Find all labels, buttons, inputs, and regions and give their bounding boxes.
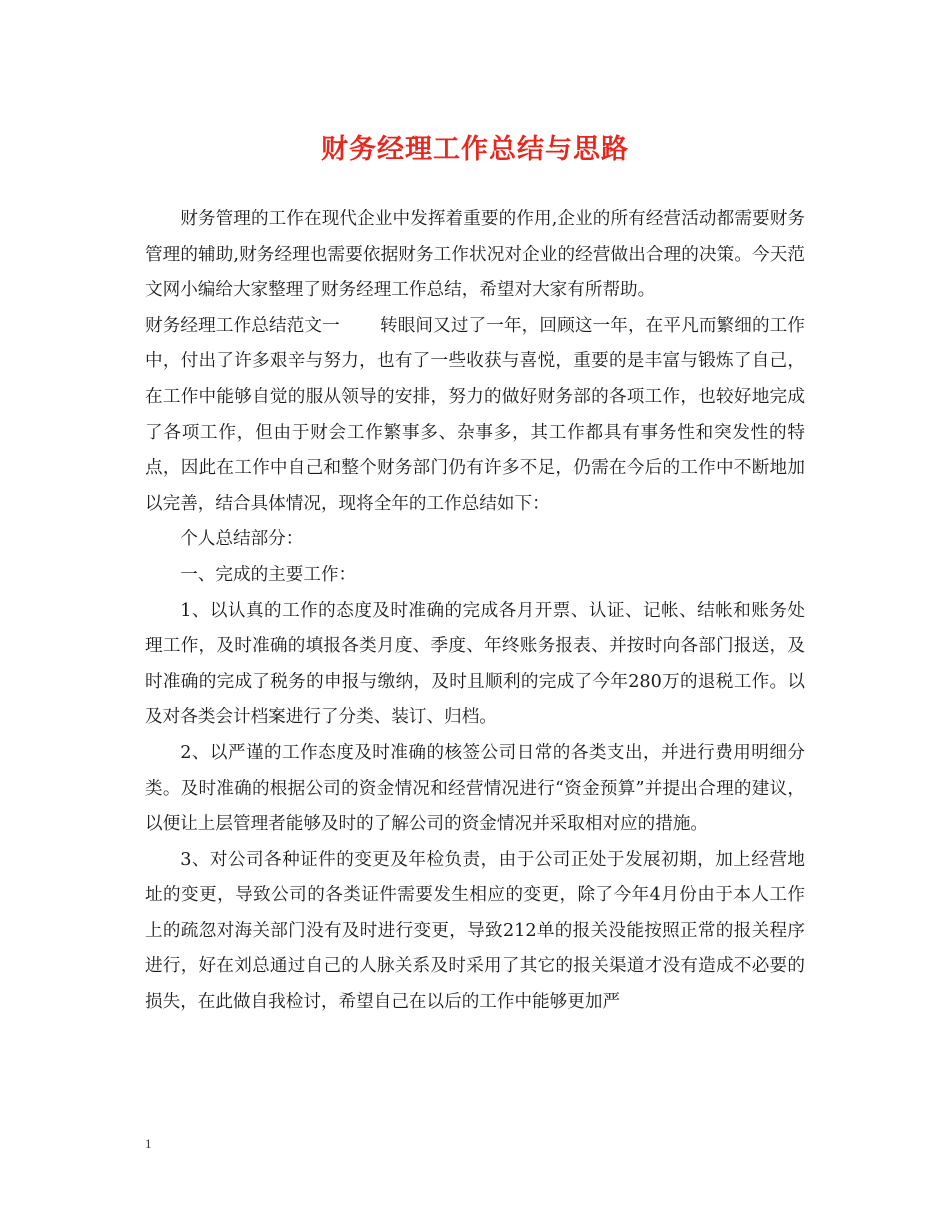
sample-heading: 财务经理工作总结范文一	[145, 315, 340, 336]
sample-text: 转眼间又过了一年，回顾这一年，在平凡而繁细的工作中，付出了许多艰辛与努力，也有了一些收获与喜悦，重要的是丰富与锻炼了自己，在工作中能够自觉的服从领导的安排，努力的做好财务部的各项工作，也较好地完成了各项工作，但由于财会工作繁事多、杂事多，其工作都具有事务性和突发性的特点，因此在工作中自己和整个财务部门仍有许多不足，仍需在今后的工作中不断地加以完善，结合具体情况，现将全年的工作总结如下：	[145, 315, 805, 514]
page-number: 1	[145, 1136, 152, 1151]
section-heading-personal: 个人总结部分：	[180, 529, 304, 550]
item-paragraph-1: 1、以认真的工作的态度及时准确的完成各月开票、认证、记帐、结帐和账务处理工作，及时准确的填报各类月度、季度、年终账务报表、并按时向各部门报送，及时准确的完成了税务的申报与缴纳，及时且顺利的完成了今年280万的退税工作。以及对各类会计档案进行了分类、装订、归档。	[145, 600, 805, 728]
intro-paragraph: 财务管理的工作在现代企业中发挥着重要的作用,企业的所有经营活动都需要财务管理的辅助,财务经理也需要依据财务工作状况对企业的经营做出合理的决策。今天范文网小编给大家整理了财务经理工作总结，希望对大家有所帮助。	[145, 209, 805, 301]
item-paragraph-2: 2、以严谨的工作态度及时准确的核签公司日常的各类支出，并进行费用明细分类。及时准确的根据公司的资金情况和经营情况进行“资金预算”并提出合理的建议，以便让上层管理者能够及时的了解公司的资金情况并采取相对应的措施。	[145, 742, 805, 835]
item-paragraph-3: 3、对公司各种证件的变更及年检负责，由于公司正处于发展初期，加上经营地址的变更，导致公司的各类证件需要发生相应的变更，除了今年4月份由于本人工作上的疏忽对海关部门没有及时进行变更，导致212单的报关没能按照正常的报关程序进行，好在刘总通过自己的人脉关系及时采用了其它的报关渠道才没有造成不必要的损失，在此做自我检讨，希望自己在以后的工作中能够更加严	[145, 849, 805, 1013]
section-heading-main-work: 一、完成的主要工作：	[180, 564, 357, 585]
document-body	[145, 202, 805, 1021]
document-title: 财务经理工作总结与思路	[321, 134, 629, 165]
sample-paragraph	[145, 309, 805, 523]
